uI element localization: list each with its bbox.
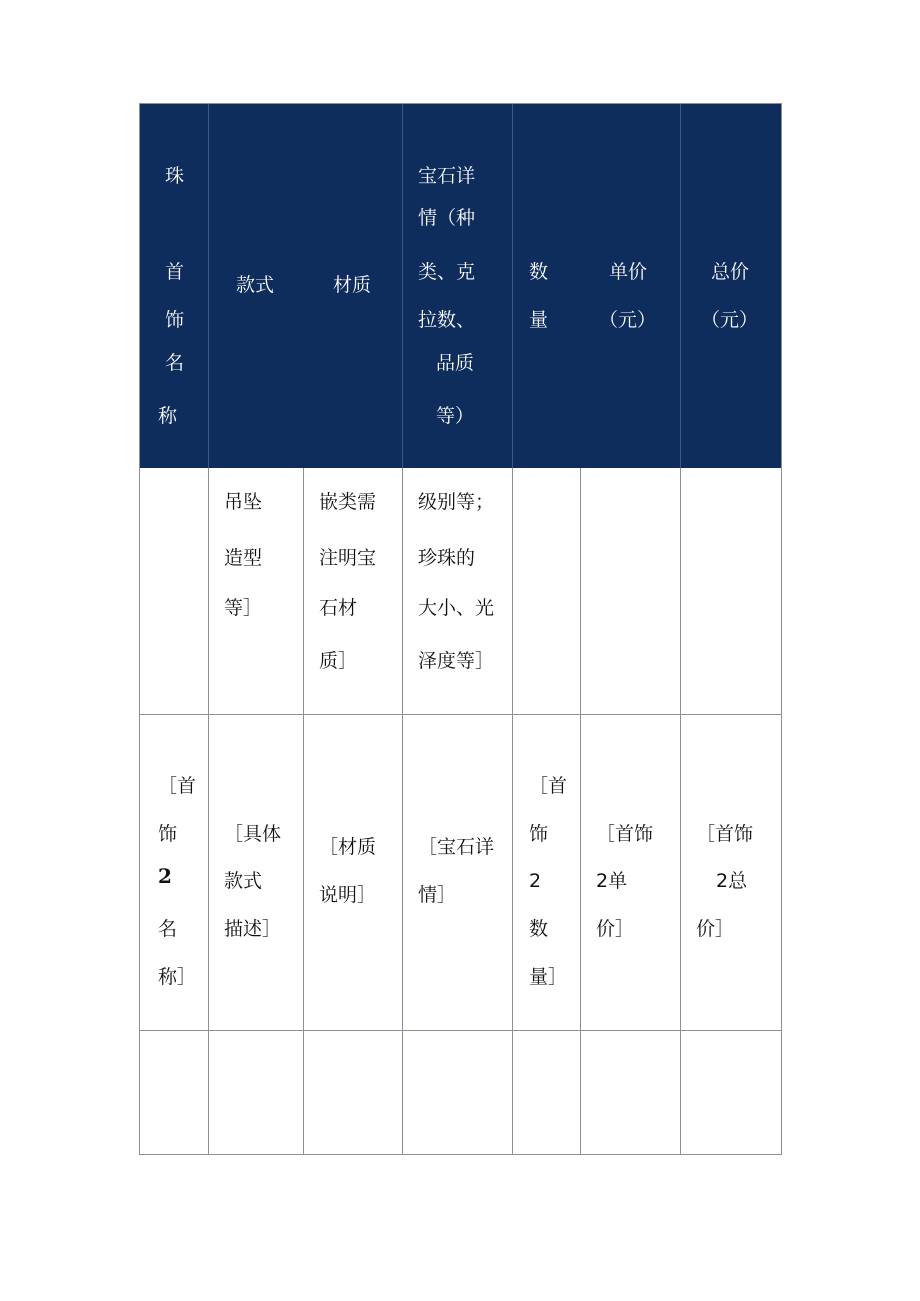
row2-total-price: 2总 <box>716 870 748 892</box>
row1-material: 嵌类需 <box>319 491 377 513</box>
jewelry-table <box>139 103 782 1155</box>
header-qty: 数 <box>529 261 549 283</box>
row2-style: 款式 <box>224 870 263 892</box>
row2-material: 说明］ <box>319 884 377 906</box>
header-name-char: 饰 <box>165 309 185 331</box>
row1-gem: 珍珠的 <box>418 547 476 569</box>
header-name-char: 珠 <box>165 165 185 187</box>
row1-material: 质］ <box>319 650 358 672</box>
row1-gem: 级别等； <box>418 491 495 513</box>
row2-gem: 情］ <box>418 884 457 906</box>
header-gem-line: 宝石详 <box>418 165 476 187</box>
row1-material: 注明宝 <box>319 547 377 569</box>
row1-gem: 泽度等］ <box>418 650 495 672</box>
row2-style: ［具体 <box>224 823 282 845</box>
row2-material: ［材质 <box>319 836 377 858</box>
row2-name: ［首 <box>158 775 197 797</box>
row2-qty: 饰 <box>529 823 549 845</box>
header-style: 款式 <box>236 274 275 296</box>
row2-name: 名 <box>158 918 178 940</box>
row2-total-price: ［首饰 <box>696 823 754 845</box>
header-name-char: 首 <box>165 261 185 283</box>
row2-name: 2 <box>158 864 172 888</box>
row1-style: 等］ <box>224 597 263 619</box>
header-unit-price: 单价 <box>609 261 648 283</box>
row2-name: 饰 <box>158 823 178 845</box>
row1-style: 造型 <box>224 547 263 569</box>
row2-qty: 量］ <box>529 966 568 988</box>
row2-total-price: 价］ <box>696 918 735 940</box>
header-total-price: 总价 <box>711 261 750 283</box>
row1-gem: 大小、光 <box>418 597 495 619</box>
header-total-price: （元） <box>701 309 759 331</box>
header-name-char: 名 <box>165 352 185 374</box>
row2-qty: 数 <box>529 918 549 940</box>
header-gem-line: 等） <box>436 405 475 427</box>
header-unit-price: （元） <box>599 309 657 331</box>
row1-material: 石材 <box>319 597 358 619</box>
header-qty: 量 <box>529 309 549 331</box>
header-name-char: 称 <box>158 405 178 427</box>
header-gem-line: 类、克 <box>418 261 476 283</box>
row2-qty: ［首 <box>529 775 568 797</box>
row2-unit-price: 2单 <box>596 870 628 892</box>
row2-style: 描述］ <box>224 918 282 940</box>
row2-name: 称］ <box>158 966 197 988</box>
row2-qty: 2 <box>529 870 542 892</box>
header-material: 材质 <box>333 274 372 296</box>
row2-unit-price: ［首饰 <box>596 823 654 845</box>
row2-unit-price: 价］ <box>596 918 635 940</box>
header-gem-line: 情（种 <box>418 207 476 229</box>
row2-gem: ［宝石详 <box>418 836 495 858</box>
header-gem-line: 品质 <box>436 352 475 374</box>
row1-style: 吊坠 <box>224 491 263 513</box>
header-gem-line: 拉数、 <box>418 309 476 331</box>
